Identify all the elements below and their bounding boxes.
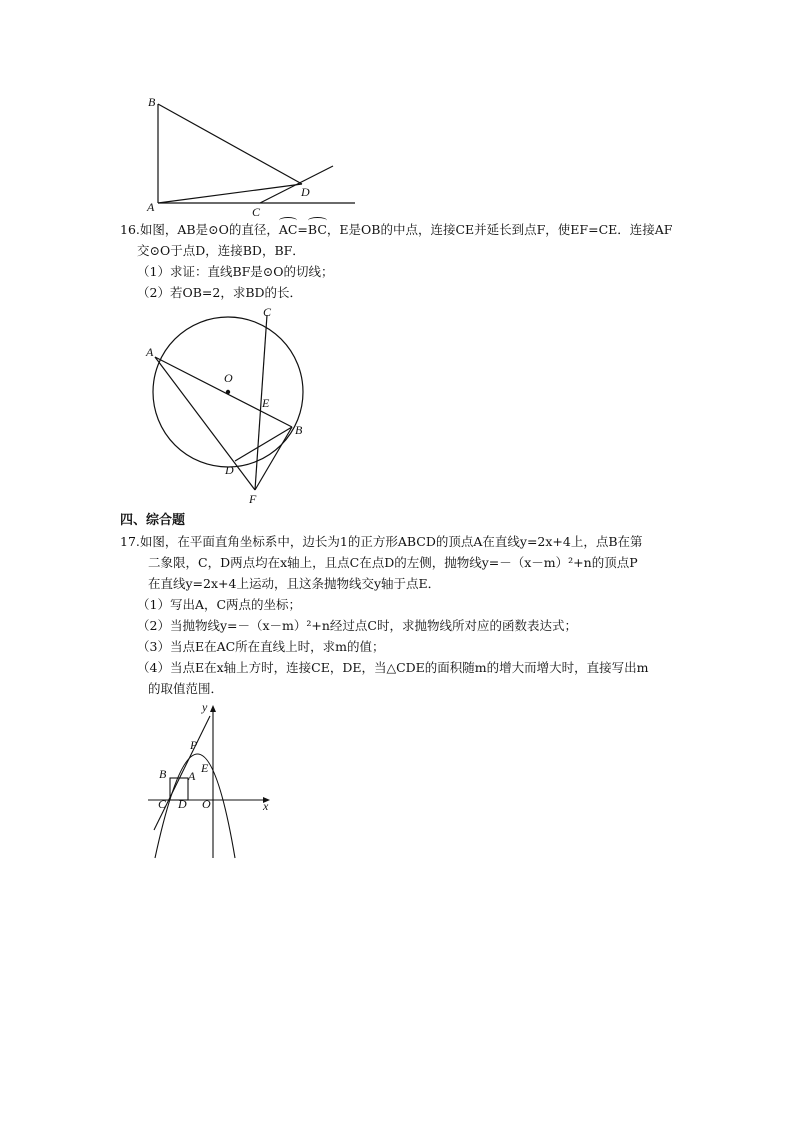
label-x: x [263,799,269,813]
label-y: y [202,700,208,714]
label-b2: B [295,423,303,437]
label-f2: F [249,492,257,506]
label-a2: A [146,345,154,359]
arc-equals: = [297,222,308,237]
section-title: 四、综合题 [120,513,186,528]
q17-line2: 二象限，C，D两点均在x轴上，且点C在点D的左侧，抛物线y=－（x－m）²+n的顶点P [148,555,638,570]
line-cd-extended [260,166,333,203]
q16-line2: 交⊙O于点D，连接BD，BF． [137,243,305,258]
segment-af [155,357,255,490]
q17-part4: （4）当点E在x轴上方时，连接CE，DE，当△CDE的面积随m的增大而增大时，直接写出m [137,660,649,675]
label-d: D [178,797,187,811]
y-axis-arrow [210,705,216,712]
label-b: B [148,95,156,109]
q16-line1-post: ，E是OB的中点，连接CE并延长到点F，使EF=CE．连接AF [326,222,673,237]
center-point [226,390,230,394]
label-a: A [188,769,196,783]
label-b: B [159,767,167,781]
q17-part3: （3）当点E在AC所在直线上时，求m的值； [137,639,385,654]
q16-part2: （2）若OB=2，求BD的长． [137,285,303,300]
figure-circle [140,300,320,510]
figure-triangle [140,90,370,220]
label-o2: O [224,371,233,385]
segment-bf [255,427,292,490]
label-c: C [158,797,167,811]
label-d: D [301,185,310,199]
label-p: P [190,738,198,752]
segment-bd [235,427,292,461]
arc-bc: BC [308,220,327,240]
q17-line1: 17.如图，在平面直角坐标系中，边长为1的正方形ABCD的顶点A在直线y=2x+4上，点B在第 [120,534,643,549]
q16-line1 [120,220,672,240]
label-d2: D [225,463,234,477]
q17-part4b: 的取值范围． [148,681,224,696]
side-ad [158,184,302,203]
label-e: E [201,761,209,775]
q17-line3: 在直线y=2x+4上运动，且这条抛物线交y轴于点E． [148,576,441,591]
q17-part1: （1）写出A，C两点的坐标； [137,597,302,612]
arc-ac: AC [279,220,298,240]
label-a: A [147,200,155,214]
q16-line1-pre: 16.如图，AB是⊙O的直径， [120,222,279,237]
figure-coordinate [140,700,280,862]
segment-ab [155,357,292,427]
q16-part1: （1）求证：直线BF是⊙O的切线； [137,264,334,279]
label-o: O [202,797,211,811]
label-c2: C [263,305,272,319]
label-c: C [252,205,261,219]
q17-part2: （2）当抛物线y=－（x－m）²+n经过点C时，求抛物线所对应的函数表达式； [137,618,577,633]
label-e2: E [262,396,270,410]
side-bd [158,104,302,184]
